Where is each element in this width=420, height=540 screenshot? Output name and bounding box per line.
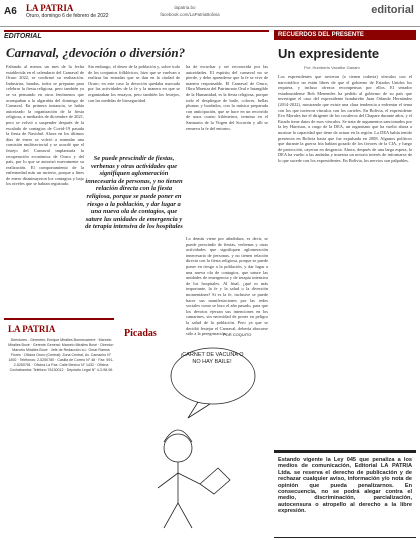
masthead-name: LA PATRIA [8, 324, 56, 334]
masthead-box [4, 318, 114, 536]
newspaper-brand: LA PATRIA [26, 3, 74, 13]
column-label: RECUERDOS DEL PRESENTE [278, 31, 364, 38]
cartoon-panel [118, 318, 268, 534]
cartoon-drawing-icon [118, 318, 268, 534]
website-link[interactable]: lapatria.bo [174, 5, 196, 10]
column-title: Un expresidente [278, 46, 380, 61]
legal-notice-box [274, 450, 416, 538]
column-byline: Por: Humberto Vacaflor Ganam [304, 65, 360, 70]
editorial-label-band [4, 30, 269, 42]
page-header [0, 0, 420, 27]
cartoon-brand: Picadas [124, 328, 157, 339]
legal-notice-text: Estando vigente la Ley 045 que penaliza a los medios de comunicación, Editorial LA PATRIA Ltda. se reserva el derecho de publicación y de rechazar cualquier aviso, información y/o nota de opinión que pueda penalizarnos. En consecuencia, no se podrá alegar contra el medio, discriminación, parcialización, autocensura o atropello al derecho a la libre expresión. [278, 457, 412, 515]
cartoon-speech-bubble: ¡CARNET DE VACUNA O NO HAY BAILE! [180, 352, 244, 365]
issue-date: Oruro, domingo 6 de febrero de 2022 [26, 13, 109, 19]
editorial-column-3: ha de escuchar y ser reconocida por las autoridades. El espíritu del carnaval no se pierde, y debe aprenderse que la fe se vive de manera responsable. El Carnaval de Oruro, Obra Maestra del Patrimonio Oral e Intangible de la Humanidad, es la fiesta religiosa, porque todo el despliegue de baile, colores, bellas plumas y bordados, con la música preparada con anticipación, que se hace en un recorrido de unos cuatro kilómetros, termina en el Santuario de la Virgen del Socavón y allí se renueva la fe del entorno. [186, 64, 268, 131]
column-body: Los expresidentes que tuvieron (o tienen todavía) vínculos con el narcotráfico no están libres de que el gobierno de Estados Unidos los requiera, y incluso ofrezca recompensas por ellos. El senador estadounidense Bob Menendez ha pedido al gobierno de su país que investigue el caso del expresidente hondureño Juan Orlando Hernández (2014-2022), mostrando que existe una clara tendencia a enfrentar el tema con los que tuvieron vínculos con los carteles. En Bolivia, el expresidente Evo Morales fue el dirigente de los cocaleros del Chapare durante años, y el Estado tiene datos de esos vínculos. Se trata de argumentos sancionados por la ley Harrison, a cargo de la DEA, un organismo que ha vuelto ahora a mostrar la capacidad que tiene de actuar en la región. La DEA había tenido presencia en Bolivia hasta que fue expulsada en 2008. Algunos políticos que durante la guerra fría habían gozado de los favores de la CIA, y luego de protección, cayeron en desgracia. Ahora, después de una larga espera, la DEA ha vuelto a las andadas y muestra un notorio interés de informarse de lo que sucede con los expresidentes. En Bolivia, los nervios son palpables. [278, 74, 412, 163]
masthead-staff: Directores - Gerentes: Enrique Miralles Bonnecarrere · Marcelo Miralles Bové · Gerente General: Marcelo Miralles Bové · Director: Marcelo Miralles Bové · Jefe de Redacción a.i.: Omar Ramos Flores · Oficina Oruro (Central): Zona Central, Av. Camacho N° 1892 · Teléfonos: 2-5250780 · Casilla de Correo N° 48 · Fax: 591-2-5250781 · Oficina La Paz: Calle Mexico N° 1432 · Oficina Cochabamba: Teléfono 76130012 · Depósito Legal N° 4-3-98-96 [8, 338, 114, 372]
facebook-link[interactable]: facebook.com/LaPatriaBolivia [160, 12, 220, 17]
editorial-column-4: Lo demás viene por añadidura, es decir, se puede prescindir de fiestas, verbenas y otras actividades que signifiquen aglomeración innecesaria de personas, y no tienen relación directa con la fiesta religiosa, porque se puede poner en riesgo a la población, y dar lugar a una nueva ola de contagios, que sature las unidades de emergencia y de terapia intensiva de los hospitales. Al final, ¿qué es más importante, la fe y la salud o la diversión momentánea? Si es la fe, inclusive se puede hacer sus manifestaciones por las redes sociales como se hizo el año pasado, para que los devotos ejerzan sus intenciones en los camarines, sin necesidad de poner en peligro la salud de la población. Pero ya que se decidió festejar el Carnaval, debería abocarse sólo a la peregrinación. [186, 236, 268, 337]
editorial-title: Carnaval, ¿devoción o diversión? [6, 45, 186, 60]
editorial-label: EDITORIAL [4, 33, 42, 40]
section-name: editorial [371, 4, 414, 16]
editorial-pull-quote: Se puede prescindir de fiestas, verbenas y otras actividades que signifiquen aglomeración innecesaria de personas, y no tienen relación directa con la fiesta religiosa, porque se puede poner en riesgo a la población, y dar lugar a una nueva ola de contagios, que sature las unidades de emergencia y de terapia intensiva de los hospitales [85, 155, 183, 231]
page-number: A6 [4, 6, 17, 17]
column-label-band [274, 30, 416, 40]
editorial-column-2: Sin embargo, el deseo de la población y, sobre todo de los conjuntos folklóricos, hizo que se vuelvan a realizar las entradas que se dan en la ciudad de Oruro; en este caso la devoción quedaba marcada por las actividades de la fe y la manera en que se organizaban los ensayos, pero también los festejos, con las medidas de bioseguridad. [88, 64, 180, 103]
cartoon-byline: POR COQUITO [223, 332, 252, 337]
editorial-column-1: Faltando al menos un mes de la fecha establecida en el calendario del Carnaval de Oruro 2022, se confirmó su realización. Industrias, bandas, todos se preparan para celebrar la fiesta religiosa, pero también ya se va pensando en otros fenómenos que acompañan a la algarabía del domingo de Carnaval. En primera instancia, se había autorizado la organización de la fiesta religiosa, a mediados de diciembre de 2021, pero se volvió a suspender después de la escalada de contagios de Covid-19 pasada la fiesta de Navidad. Ahora en los últimos días de enero se volvió a reanudar una comisión multisectorial y se acordó que el festejo del Carnaval implantaría la recuperación económica de Oruro y del país, por lo que se autorizó nuevamente su realización. El comportamiento de la enfermedad más un incierto, porque a fines de enero disminuyeron los contagios y bajo los niveles que se habían registrado. [6, 64, 84, 187]
